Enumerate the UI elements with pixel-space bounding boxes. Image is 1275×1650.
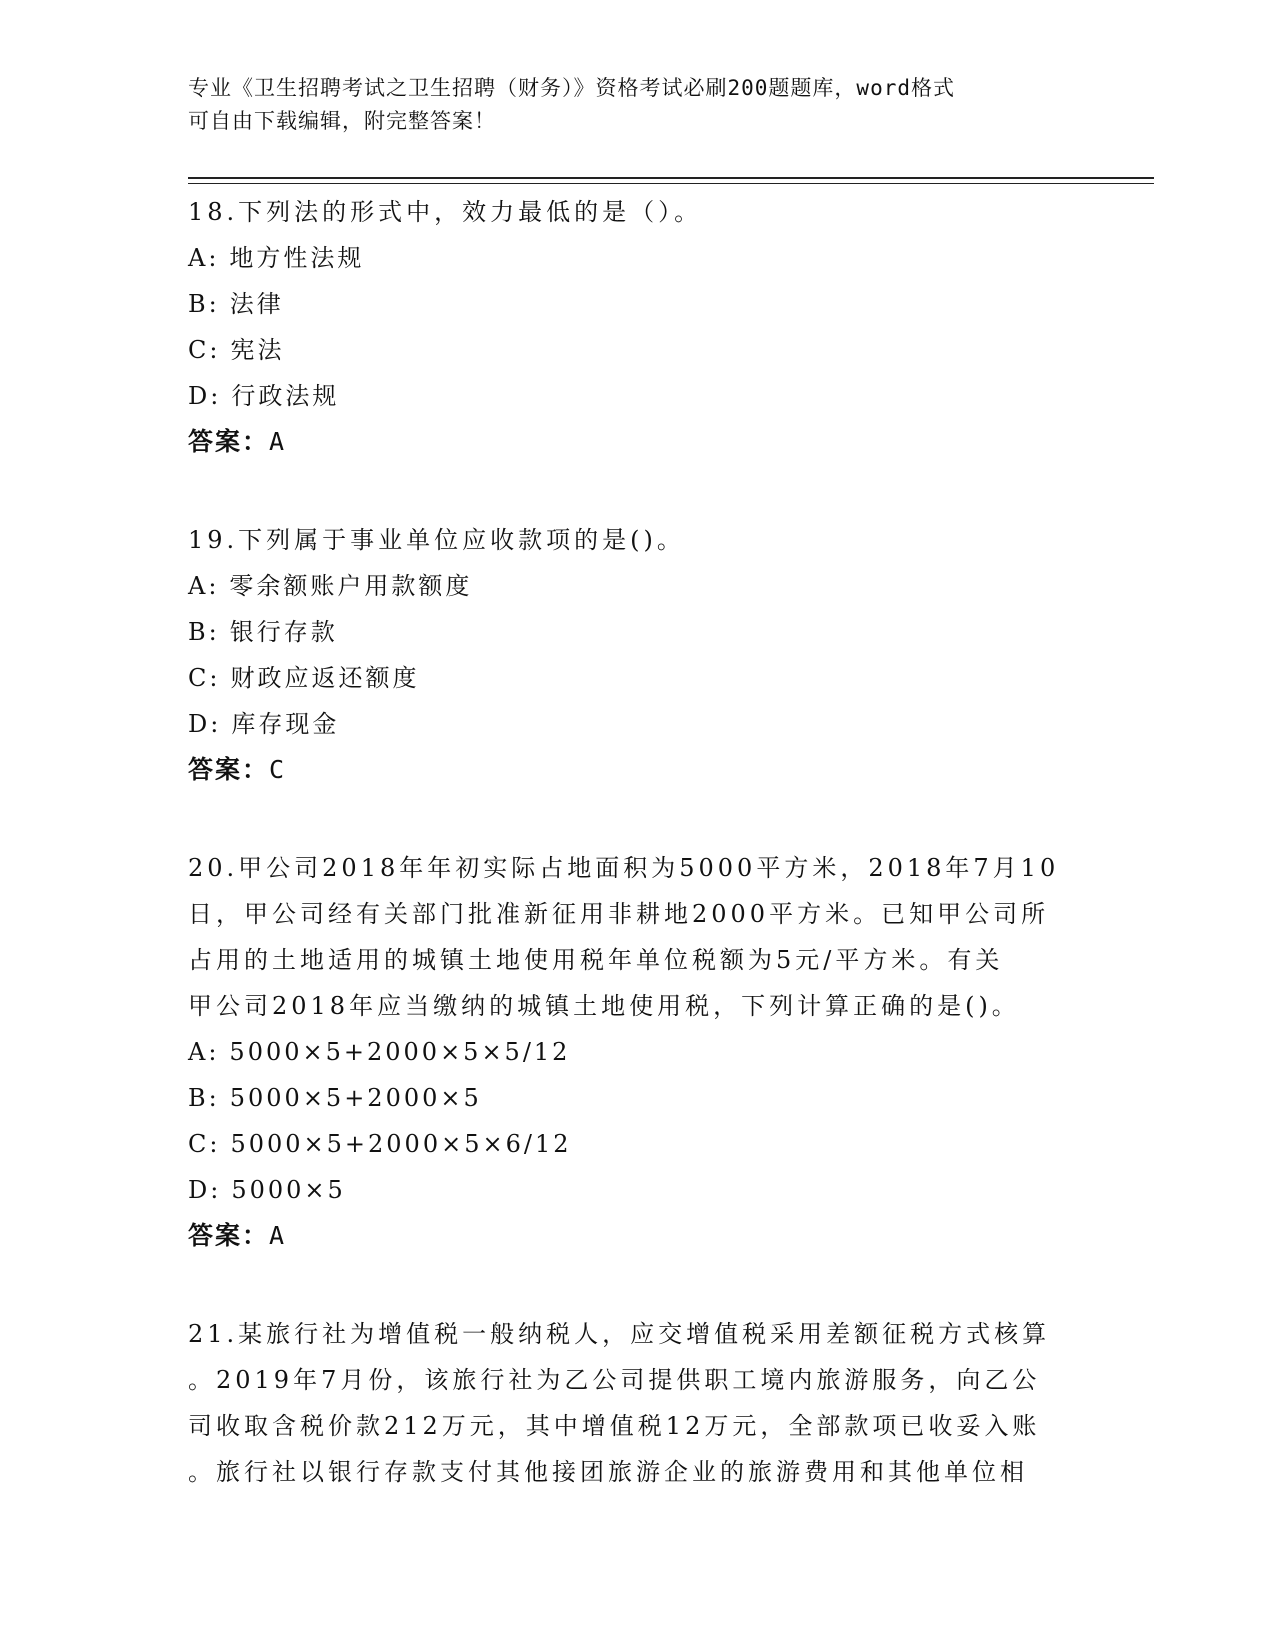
option-text: 5000×5+2000×5×5/12 [229, 1038, 571, 1066]
answer-line [188, 419, 1088, 465]
option-text: 法律 [229, 290, 284, 318]
question-stem [188, 189, 1088, 235]
answer-label: 答案： [188, 427, 270, 456]
question-stem-line: 司收取含税价款212万元，其中增值税12万元，全部款项已收妥入账 [188, 1412, 1041, 1440]
question-stem-line: 20.甲公司2018年年初实际占地面积为5000平方米，2018年7月10 [188, 854, 1060, 882]
option-text: 银行存款 [229, 618, 338, 646]
answer-option [188, 1121, 1088, 1167]
option-letter: C: [188, 664, 221, 692]
answer-line [188, 1213, 1088, 1259]
answer-option [188, 1029, 1088, 1075]
option-letter: C: [188, 336, 221, 364]
answer-option [188, 701, 1088, 747]
option-text: 行政法规 [231, 382, 340, 410]
answer-option [188, 655, 1088, 701]
question-stem-line: 21.某旅行社为增值税一般纳税人，应交增值税采用差额征税方式核算 [188, 1320, 1051, 1348]
answer-value: A [269, 427, 287, 456]
option-letter: B: [188, 618, 220, 646]
header-line-2: 可自由下载编辑，附完整答案！ [188, 109, 496, 133]
answer-option [188, 563, 1088, 609]
question-list [188, 189, 1088, 1547]
option-text: 地方性法规 [229, 244, 365, 272]
answer-line [188, 747, 1088, 793]
option-letter: B: [188, 290, 220, 318]
question-block [188, 1311, 1088, 1495]
option-text: 宪法 [230, 336, 285, 364]
option-letter: C: [188, 1130, 221, 1158]
option-text: 财政应返还额度 [230, 664, 420, 692]
question-stem-line: 。2019年7月份，该旅行社为乙公司提供职工境内旅游服务，向乙公 [188, 1366, 1041, 1394]
question-stem-line: 甲公司2018年应当缴纳的城镇土地使用税，下列计算正确的是()。 [188, 992, 1020, 1020]
answer-label: 答案： [188, 1221, 270, 1250]
option-text: 库存现金 [231, 710, 340, 738]
answer-option [188, 281, 1088, 327]
header-line-1: 专业《卫生招聘考试之卫生招聘（财务）》资格考试必刷200题题库，word格式 [188, 76, 955, 100]
answer-option [188, 327, 1088, 373]
question-stem-line: 18.下列法的形式中，效力最低的是（）。 [188, 198, 703, 226]
option-text: 5000×5+2000×5×6/12 [230, 1130, 572, 1158]
answer-option [188, 1075, 1088, 1121]
option-letter: D: [188, 382, 222, 410]
option-letter: A: [188, 244, 220, 272]
question-stem-line: 。旅行社以银行存款支付其他接团旅游企业的旅游费用和其他单位相 [188, 1458, 1028, 1486]
option-text: 零余额账户用款额度 [229, 572, 473, 600]
question-stem [188, 845, 1088, 1029]
option-letter: D: [188, 710, 222, 738]
answer-label: 答案： [188, 755, 270, 784]
answer-option [188, 609, 1088, 655]
option-text: 5000×5+2000×5 [229, 1084, 482, 1112]
question-stem-line: 占用的土地适用的城镇土地使用税年单位税额为5元/平方米。有关 [188, 946, 1004, 974]
option-text: 5000×5 [231, 1176, 346, 1204]
option-letter: A: [188, 1038, 220, 1066]
header-divider [188, 177, 1154, 184]
answer-option [188, 1167, 1088, 1213]
answer-value: A [269, 1221, 287, 1250]
answer-value: C [269, 755, 287, 784]
question-stem [188, 517, 1088, 563]
question-stem-line: 19.下列属于事业单位应收款项的是()。 [188, 526, 685, 554]
question-block [188, 845, 1088, 1259]
question-stem [188, 1311, 1088, 1495]
answer-option [188, 373, 1088, 419]
question-block [188, 189, 1088, 465]
question-stem-line: 日，甲公司经有关部门批准新征用非耕地2000平方米。已知甲公司所 [188, 900, 1050, 928]
answer-option [188, 235, 1088, 281]
option-letter: B: [188, 1084, 220, 1112]
option-letter: D: [188, 1176, 222, 1204]
question-block [188, 517, 1088, 793]
document-header [188, 72, 1088, 138]
option-letter: A: [188, 572, 220, 600]
